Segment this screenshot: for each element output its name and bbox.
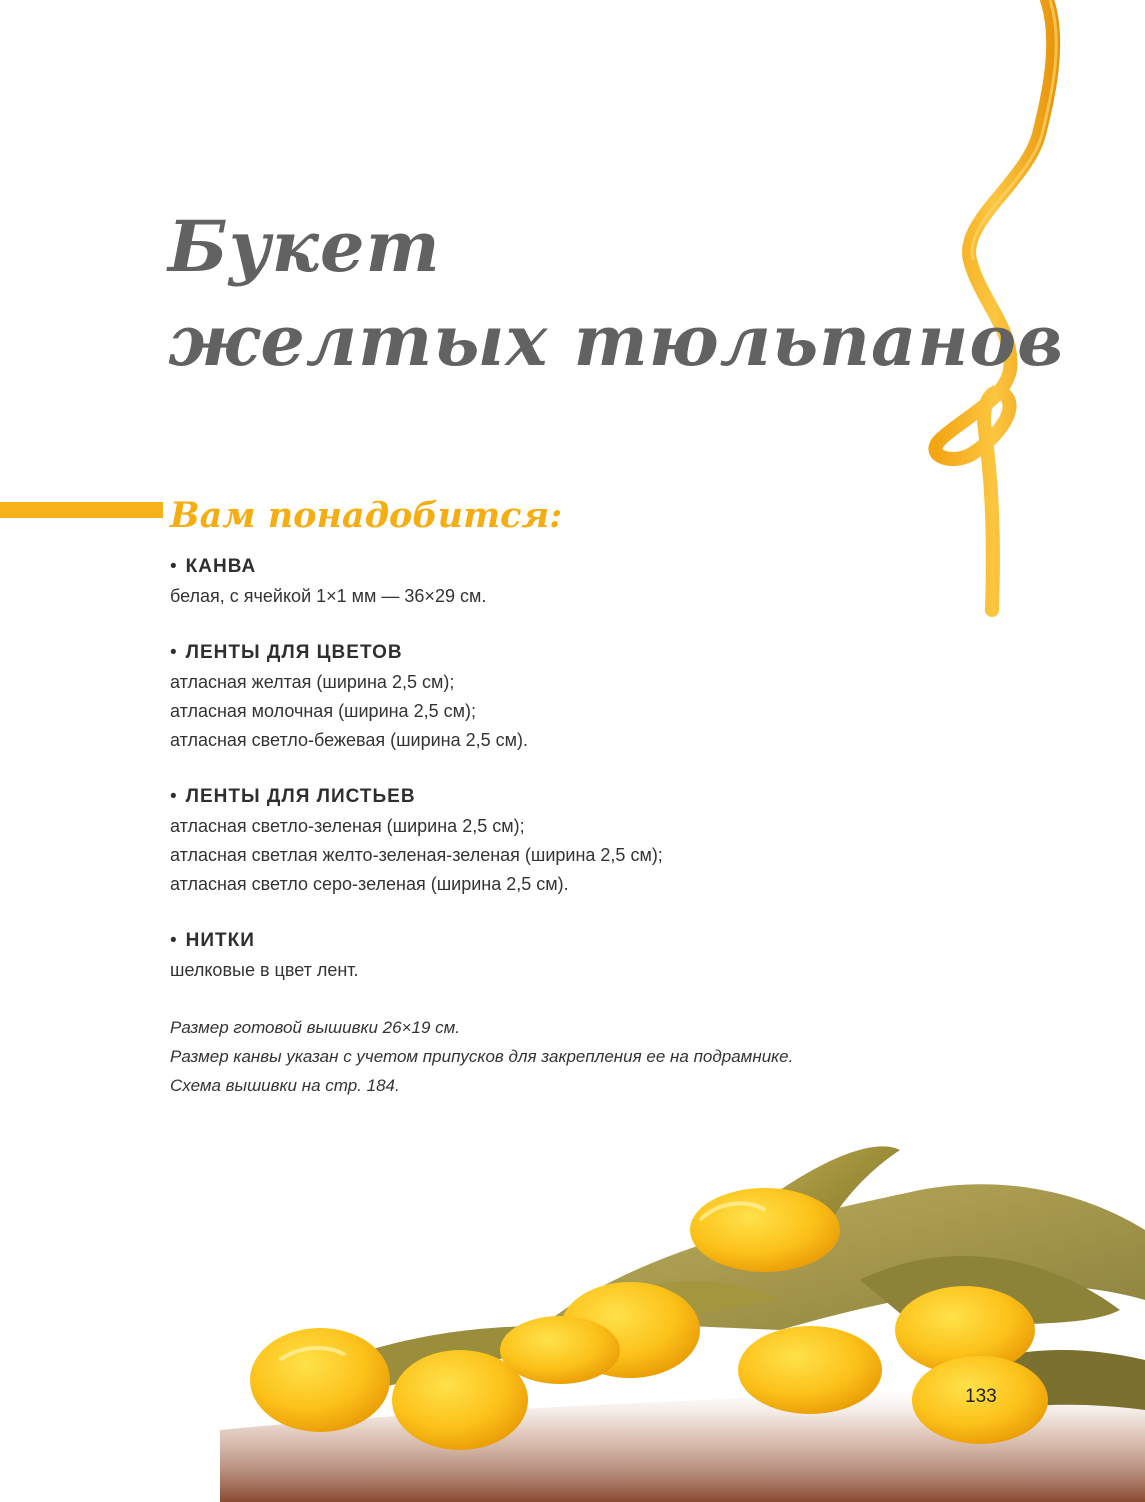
material-title — [170, 638, 930, 668]
bullet-glyph: • — [170, 930, 178, 951]
bullet-glyph: • — [170, 556, 178, 577]
material-line: белая, с ячейкой 1×1 мм — 36×29 см. — [170, 586, 487, 606]
material-line: атласная желтая (ширина 2,5 см); — [170, 672, 455, 692]
bullet-glyph: • — [170, 642, 178, 663]
material-group-threads — [170, 926, 930, 985]
material-title-text: ЛЕНТЫ ДЛЯ ЛИСТЬЕВ — [185, 786, 416, 807]
material-title — [170, 926, 930, 956]
material-title-text: НИТКИ — [185, 930, 255, 951]
tulips-illustration — [220, 1130, 1145, 1502]
note-line: Размер канвы указан с учетом припусков для закрепления ее на подрамнике. — [170, 1047, 794, 1066]
material-title-text: ЛЕНТЫ ДЛЯ ЦВЕТОВ — [185, 642, 403, 663]
bullet-glyph: • — [170, 786, 178, 807]
materials-heading: Вам понадобится: — [170, 495, 563, 536]
page-title — [168, 200, 1064, 388]
material-title-text: КАНВА — [185, 556, 257, 577]
notes-block — [170, 1013, 1010, 1100]
material-title — [170, 782, 930, 812]
material-title — [170, 552, 930, 582]
material-line: атласная светло серо-зеленая (ширина 2,5 см). — [170, 874, 569, 894]
page-number: 133 — [965, 1386, 997, 1407]
material-line: шелковые в цвет лент. — [170, 960, 359, 980]
title-line-1: Букет — [168, 205, 441, 288]
material-line: атласная светло-бежевая (ширина 2,5 см). — [170, 730, 528, 750]
material-group-leaf-ribbons — [170, 782, 930, 899]
material-line: атласная молочная (ширина 2,5 см); — [170, 701, 476, 721]
material-line: атласная светло-зеленая (ширина 2,5 см); — [170, 816, 525, 836]
accent-bar — [0, 502, 163, 518]
material-group-canvas — [170, 552, 930, 611]
title-line-2: желтых тюльпанов — [168, 299, 1065, 382]
material-group-flower-ribbons — [170, 638, 930, 755]
note-line: Схема вышивки на стр. 184. — [170, 1076, 400, 1095]
note-line: Размер готовой вышивки 26×19 см. — [170, 1018, 460, 1037]
materials-list — [170, 552, 930, 1012]
material-line: атласная светлая желто-зеленая-зеленая (ширина 2,5 см); — [170, 845, 663, 865]
